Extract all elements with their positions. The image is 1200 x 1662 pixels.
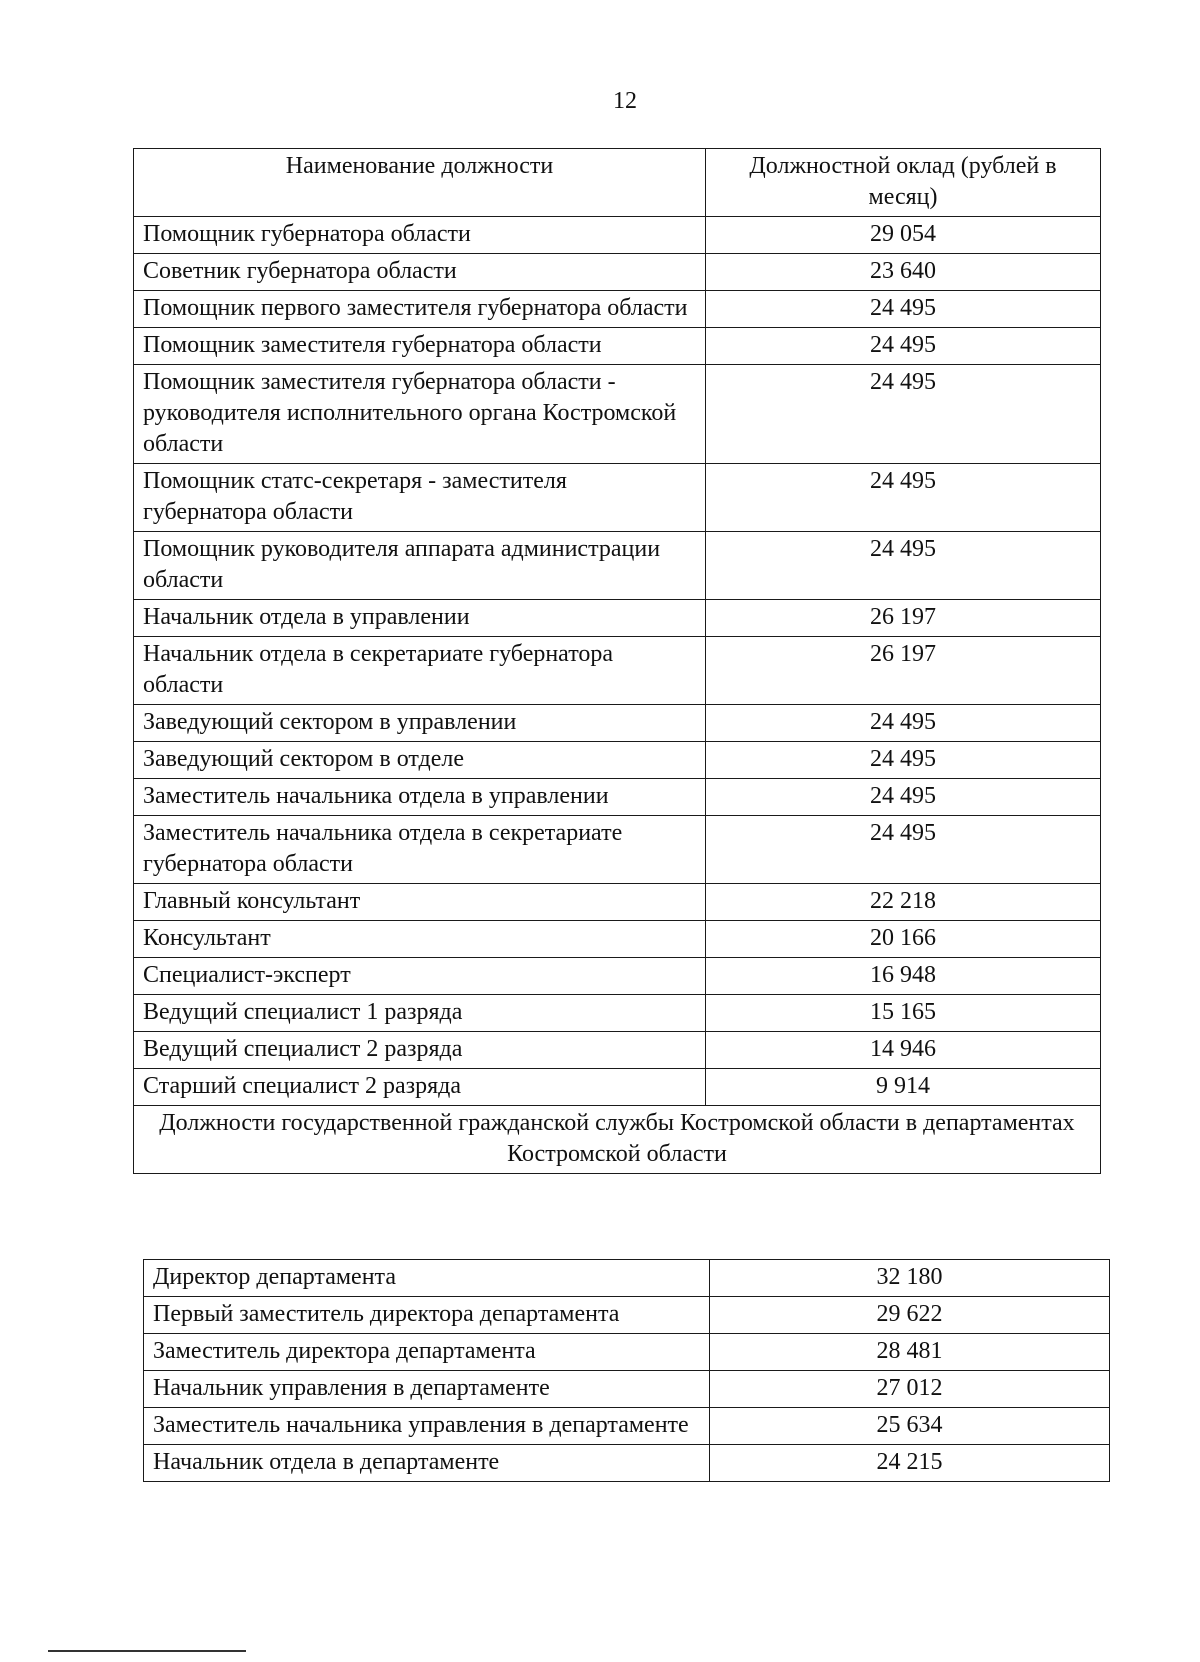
salary-table-lower — [143, 1259, 1110, 1482]
position-cell: Помощник губернатора области — [134, 217, 706, 254]
salary-cell: 23 640 — [706, 254, 1101, 291]
salary-cell: 29 054 — [706, 217, 1101, 254]
table-row — [134, 1032, 1101, 1069]
salary-cell: 24 495 — [706, 291, 1101, 328]
table-row — [134, 958, 1101, 995]
header-position: Наименование должности — [134, 149, 706, 217]
salary-cell: 22 218 — [706, 884, 1101, 921]
position-cell: Советник губернатора области — [134, 254, 706, 291]
table-row — [134, 291, 1101, 328]
table-header-row — [134, 149, 1101, 217]
table-row — [144, 1445, 1110, 1482]
position-cell: Заместитель начальника отдела в секретариате губернатора области — [134, 816, 706, 884]
position-cell: Помощник руководителя аппарата администрации области — [134, 532, 706, 600]
salary-cell: 28 481 — [710, 1334, 1110, 1371]
salary-table-upper — [133, 148, 1101, 1174]
section-title: Должности государственной гражданской службы Костромской области в департаментах Костромской области — [134, 1106, 1101, 1174]
position-cell: Заместитель начальника отдела в управлении — [134, 779, 706, 816]
salary-cell: 32 180 — [710, 1260, 1110, 1297]
table-row — [144, 1297, 1110, 1334]
table-row — [134, 600, 1101, 637]
position-cell: Помощник заместителя губернатора области - руководителя исполнительного органа Костромской области — [134, 365, 706, 464]
position-cell: Консультант — [134, 921, 706, 958]
salary-cell: 29 622 — [710, 1297, 1110, 1334]
position-cell: Начальник отдела в секретариате губернатора области — [134, 637, 706, 705]
salary-cell: 26 197 — [706, 600, 1101, 637]
table-row — [134, 217, 1101, 254]
salary-cell: 26 197 — [706, 637, 1101, 705]
position-cell: Помощник заместителя губернатора области — [134, 328, 706, 365]
table-row — [134, 884, 1101, 921]
position-cell: Заведующий сектором в управлении — [134, 705, 706, 742]
position-cell: Заведующий сектором в отделе — [134, 742, 706, 779]
salary-cell: 24 495 — [706, 705, 1101, 742]
salary-cell: 9 914 — [706, 1069, 1101, 1106]
salary-cell: 27 012 — [710, 1371, 1110, 1408]
table-row — [134, 995, 1101, 1032]
salary-cell: 24 495 — [706, 779, 1101, 816]
section-row — [134, 1106, 1101, 1174]
salary-cell: 16 948 — [706, 958, 1101, 995]
salary-cell: 24 495 — [706, 742, 1101, 779]
position-cell: Заместитель начальника управления в департаменте — [144, 1408, 710, 1445]
table-row — [134, 816, 1101, 884]
table-row — [134, 365, 1101, 464]
salary-cell: 24 495 — [706, 532, 1101, 600]
salary-cell: 15 165 — [706, 995, 1101, 1032]
table-row — [144, 1408, 1110, 1445]
table-row — [134, 779, 1101, 816]
page-number: 12 — [613, 88, 637, 114]
position-cell: Начальник отдела в управлении — [134, 600, 706, 637]
salary-cell: 24 215 — [710, 1445, 1110, 1482]
table-row — [144, 1260, 1110, 1297]
table-row — [144, 1334, 1110, 1371]
position-cell: Начальник управления в департаменте — [144, 1371, 710, 1408]
table-body-lower — [144, 1260, 1110, 1482]
table-row — [134, 705, 1101, 742]
position-cell: Главный консультант — [134, 884, 706, 921]
salary-cell: 24 495 — [706, 365, 1101, 464]
salary-cell: 24 495 — [706, 464, 1101, 532]
salary-cell: 20 166 — [706, 921, 1101, 958]
table-row — [134, 532, 1101, 600]
position-cell: Помощник первого заместителя губернатора области — [134, 291, 706, 328]
position-cell: Первый заместитель директора департамента — [144, 1297, 710, 1334]
table-row — [134, 742, 1101, 779]
position-cell: Ведущий специалист 1 разряда — [134, 995, 706, 1032]
table-row — [134, 1069, 1101, 1106]
position-cell: Ведущий специалист 2 разряда — [134, 1032, 706, 1069]
table-row — [144, 1371, 1110, 1408]
salary-cell: 24 495 — [706, 328, 1101, 365]
position-cell: Заместитель директора департамента — [144, 1334, 710, 1371]
position-cell: Специалист-эксперт — [134, 958, 706, 995]
position-cell: Старший специалист 2 разряда — [134, 1069, 706, 1106]
table-row — [134, 921, 1101, 958]
footer-rule — [48, 1650, 246, 1652]
header-salary: Должностной оклад (рублей в месяц) — [706, 149, 1101, 217]
table-body-upper — [134, 217, 1101, 1106]
salary-cell: 24 495 — [706, 816, 1101, 884]
position-cell: Директор департамента — [144, 1260, 710, 1297]
table-row — [134, 464, 1101, 532]
table-row — [134, 254, 1101, 291]
salary-cell: 25 634 — [710, 1408, 1110, 1445]
position-cell: Помощник статс-секретаря - заместителя губернатора области — [134, 464, 706, 532]
table-row — [134, 637, 1101, 705]
position-cell: Начальник отдела в департаменте — [144, 1445, 710, 1482]
table-row — [134, 328, 1101, 365]
salary-cell: 14 946 — [706, 1032, 1101, 1069]
